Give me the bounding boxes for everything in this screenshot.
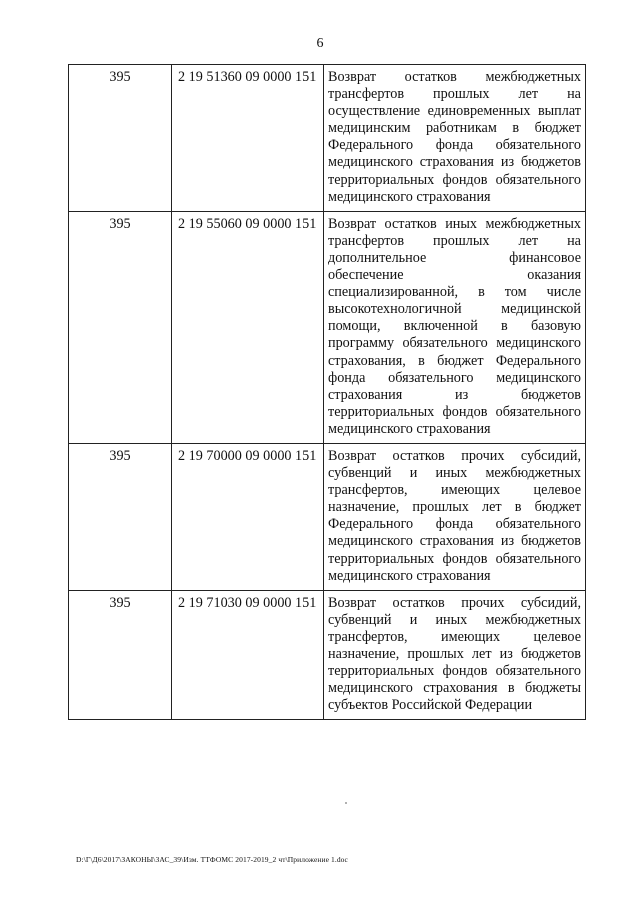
description-line: Возврат остатков иных межбюджетных [328,215,581,232]
budget-code-cell: 2 19 51360 09 0000 151 [172,65,324,212]
table-row [69,211,586,443]
description-line: специализированной, в том числе [328,284,581,301]
budget-codes-table [68,64,586,720]
description-line: медицинского страхования [328,567,491,584]
description-line: трансфертов прошлых лет на [328,232,581,249]
description-line: трансфертов, имеющих целевое [328,628,581,645]
description-line: трансфертов, имеющих целевое [328,482,581,499]
description-line: Возврат остатков межбюджетных [328,69,581,85]
description-line: программу обязательного медицинского [328,335,581,352]
admin-code-cell: 395 [69,443,172,590]
page-number: 6 [316,36,324,51]
description-line: Федерального фонда обязательного [328,137,581,154]
description-line: Федерального фонда обязательного [328,516,581,533]
description-line: Возврат остатков прочих субсидий, [328,594,581,611]
description-line: субъектов Российской Федерации [328,697,533,714]
description-line: медицинского страхования [328,420,491,437]
admin-code-cell: 395 [69,590,172,720]
description-cell [324,65,586,212]
description-line: территориальных фондов обязательного [328,403,581,420]
admin-code-cell: 395 [69,65,172,212]
description-line: медицинского страхования из бюджетов [328,533,581,550]
description-line: территориальных фондов обязательного [328,550,581,567]
description-line: медицинского страхования в бюджеты [328,680,581,697]
table-row [69,443,586,590]
description-cell [324,211,586,443]
budget-code-cell: 2 19 55060 09 0000 151 [172,211,324,443]
description-line: субвенций и иных межбюджетных [328,465,581,482]
description-line: фонда обязательного медицинского [328,369,581,386]
description-line: обеспечение оказания [328,267,581,284]
description-line: назначение, прошлых лет в бюджет [328,499,581,516]
description-cell [324,443,586,590]
description-line: трансфертов прошлых лет на [328,86,581,103]
description-cell [324,590,586,720]
description-line: территориальных фондов обязательного [328,663,581,680]
description-line: осуществление единовременных выплат [328,103,581,120]
description-line: субвенций и иных межбюджетных [328,611,581,628]
description-line: помощи, включенной в базовую [328,318,581,335]
budget-code-cell: 2 19 71030 09 0000 151 [172,590,324,720]
description-line: страхования, в бюджет Федерального [328,352,581,369]
description-line: территориальных фондов обязательного [328,171,581,188]
description-line: медицинского страхования из бюджетов [328,154,581,171]
description-line: высокотехнологичной медицинской [328,301,581,318]
description-line: Возврат остатков прочих субсидий, [328,447,581,464]
admin-code-cell: 395 [69,211,172,443]
description-line: страхования из бюджетов [328,386,581,403]
description-line: дополнительное финансовое [328,249,581,266]
footer-file-path: D:\Г\Д6\2017\ЗАКОНЫ\ЗАС_39\Изм. ТТФОМС 2017-2019_2 чт\Приложение 1.doc [76,855,348,864]
description-line: медицинским работникам в бюджет [328,120,581,137]
description-line: медицинского страхования [328,188,491,205]
table-row [69,65,586,212]
scan-speck [345,802,347,804]
description-line: назначение, прошлых лет из бюджетов [328,646,581,662]
table-row [69,590,586,720]
budget-code-cell: 2 19 70000 09 0000 151 [172,443,324,590]
